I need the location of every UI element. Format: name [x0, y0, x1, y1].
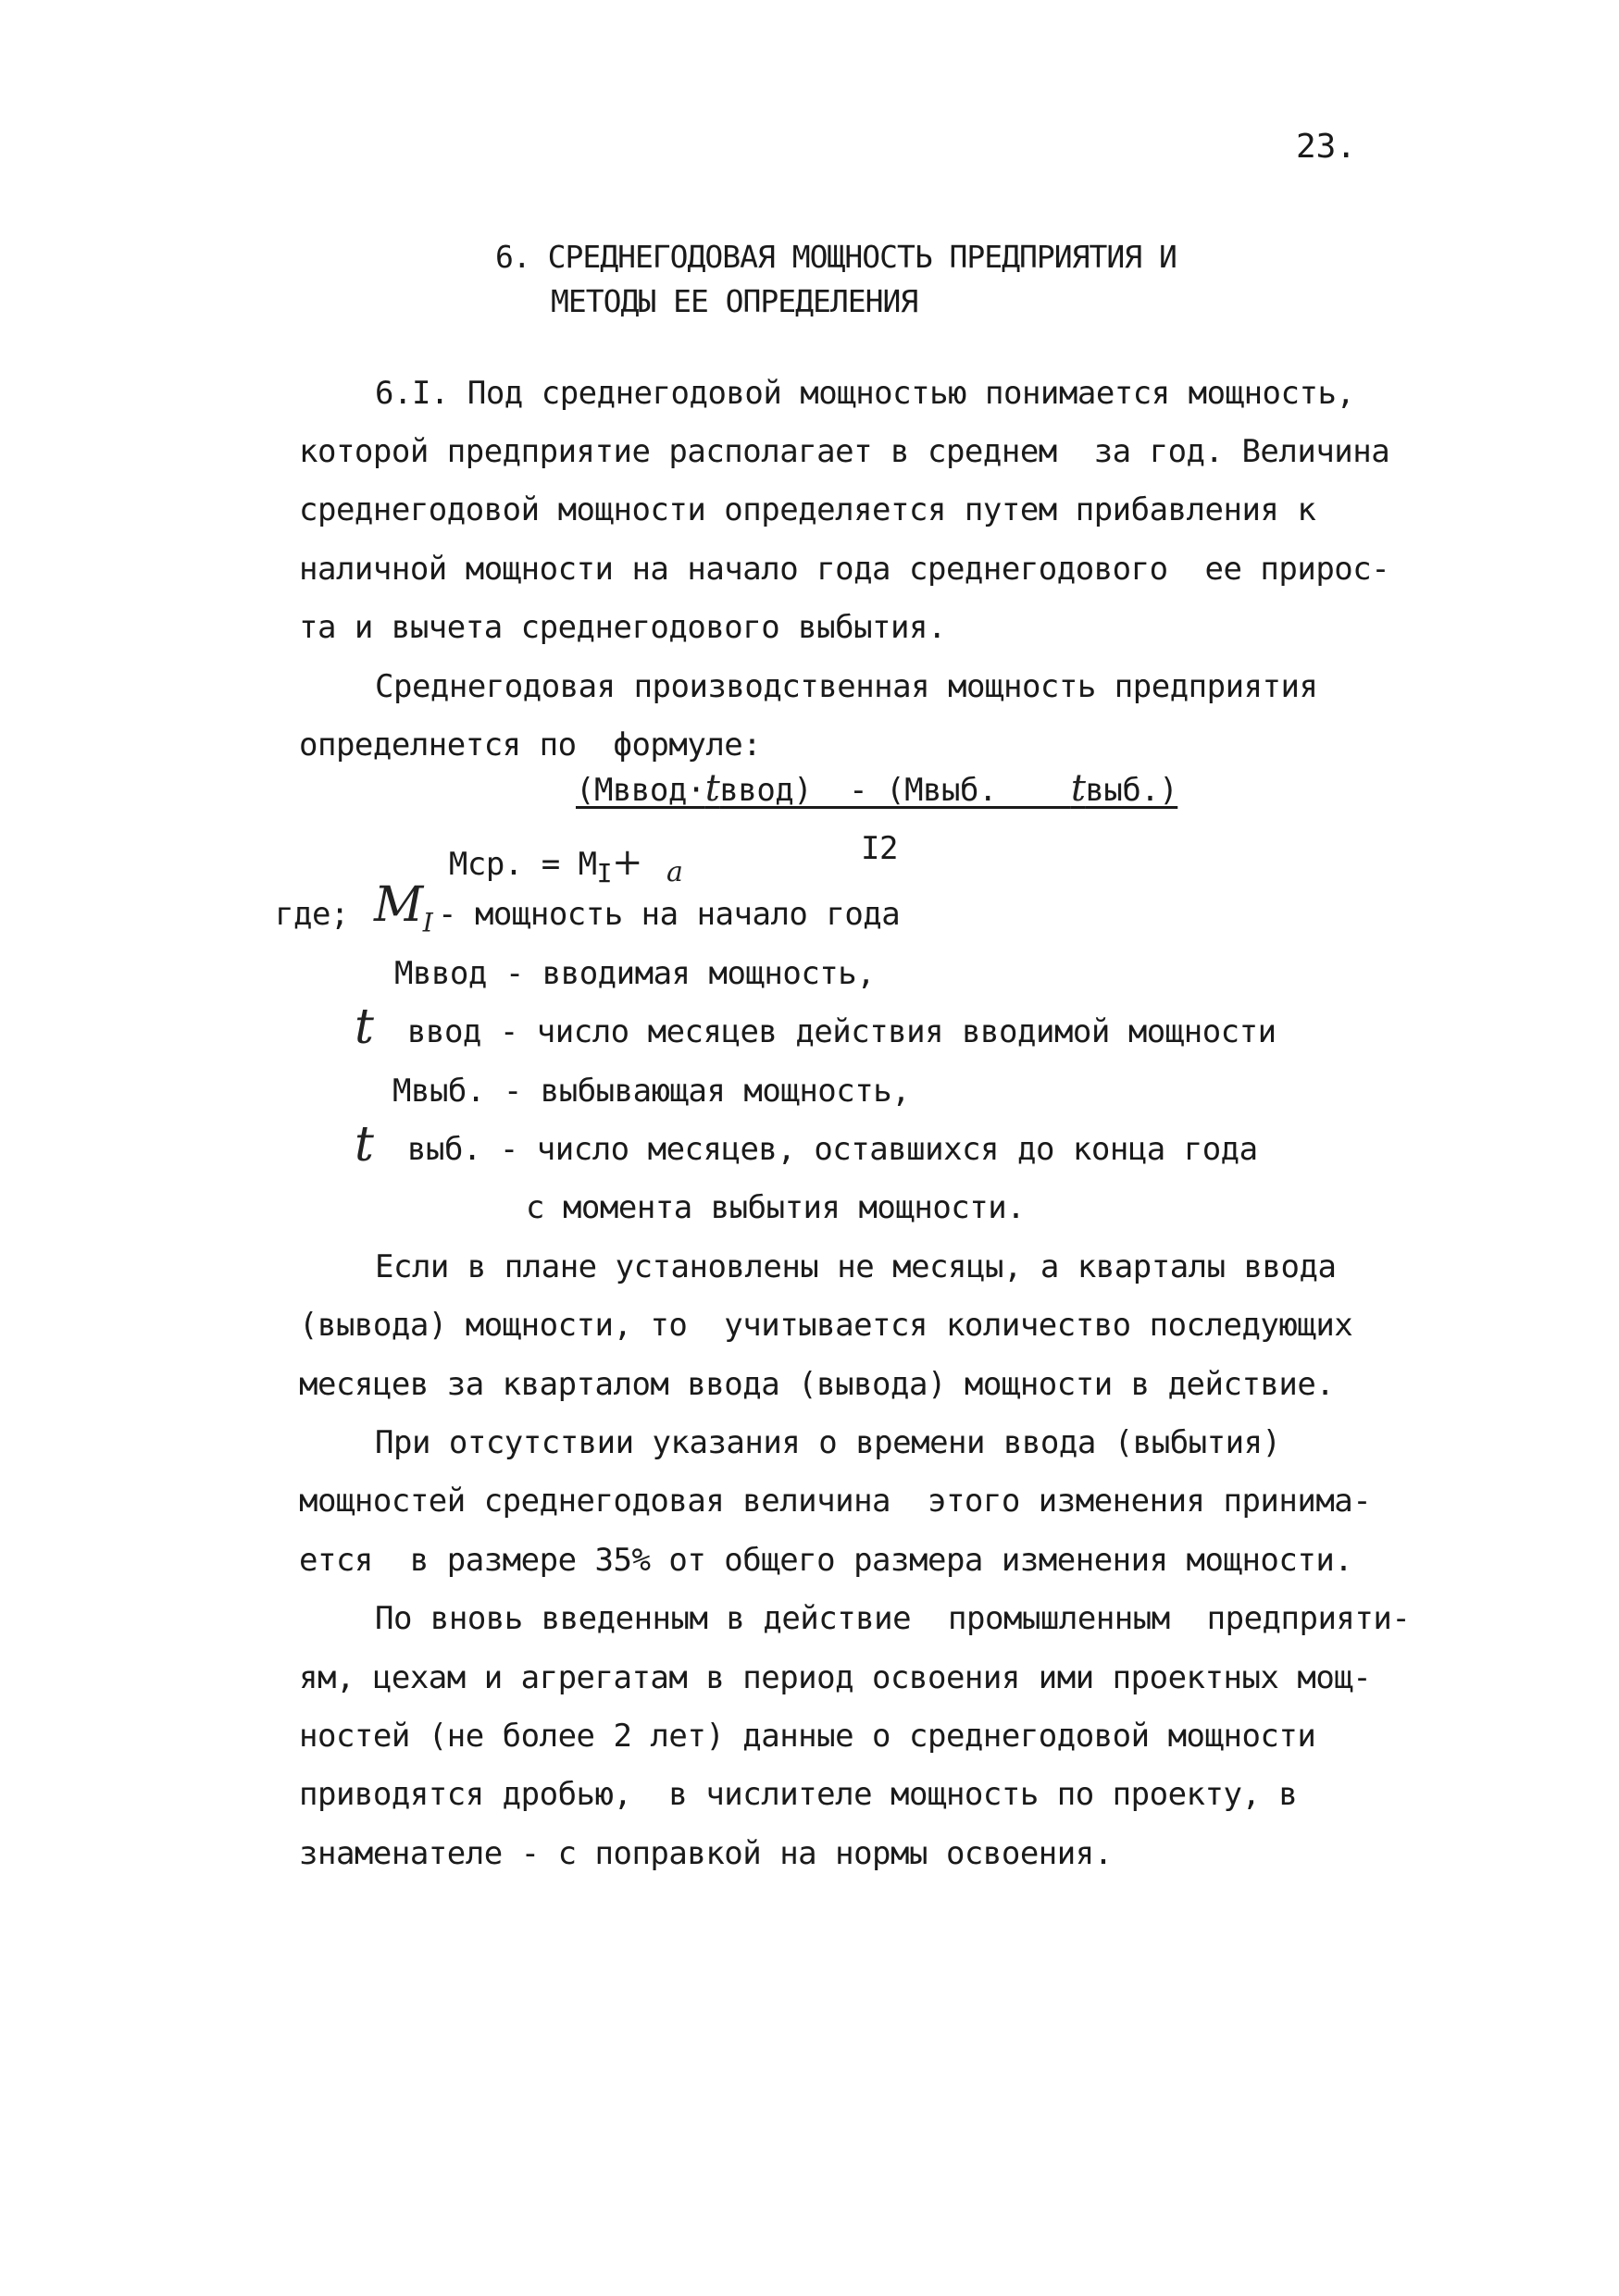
para1-line: среднегодовой мощности определяется путем прибавления к: [299, 491, 1316, 528]
para4-line: При отсутствии указания о времени ввода (выбытия): [375, 1424, 1281, 1461]
formula-numerator-c: выб.): [1085, 772, 1178, 809]
legend-tvyb-cont: с момента выбытия мощности.: [526, 1189, 1026, 1226]
t-symbol: t: [1070, 767, 1086, 810]
para5-line: знаменателе - с поправкой на нормы освоения.: [299, 1835, 1113, 1872]
legend-mvyb: Мвыб. - выбывающая мощность,: [392, 1073, 911, 1110]
formula-subscript: I: [596, 857, 613, 888]
para5-line: По вновь введенным в действие промышленным предприяти-: [375, 1600, 1411, 1637]
formula-plus: +: [612, 841, 643, 884]
para4-line: мощностей среднегодовая величина этого изменения принима-: [299, 1483, 1372, 1520]
para2-line: Среднегодовая производственная мощность предприятия: [375, 668, 1318, 705]
para3-line: месяцев за кварталом ввода (вывода) мощности в действие.: [299, 1366, 1335, 1403]
para1-line: 6.I. Под среднегодовой мощностью понимается мощность,: [375, 375, 1355, 412]
para2-line: определнется по формуле:: [299, 726, 762, 763]
formula-denominator: I2: [861, 830, 898, 867]
para1-line: та и вычета среднегодового выбытия.: [299, 609, 946, 646]
para4-line: ется в размере 35% от общего размера изменения мощности.: [299, 1542, 1353, 1579]
formula-numerator-b: ввод) - (Мвыб.: [719, 772, 1071, 809]
para3-line: (вывода) мощности, то учитывается количество последующих: [299, 1307, 1353, 1344]
m1-handwritten-note: а: [666, 856, 683, 888]
legend-m1: - мощность на начало года: [438, 896, 901, 933]
para5-line: приводятся дробью, в числителе мощность по проекту, в: [299, 1776, 1298, 1813]
formula-numerator-a: (Мввод·: [576, 772, 705, 809]
legend-mvvod: Мввод - вводимая мощность,: [394, 955, 876, 992]
para3-line: Если в плане установлены не месяцы, а кварталы ввода: [375, 1248, 1337, 1285]
para5-line: ностей (не более 2 лет) данные о среднегодовой мощности: [299, 1718, 1316, 1755]
para1-line: которой предприятие располагает в среднем за год. Величина: [299, 433, 1390, 470]
para5-line: ям, цехам и агрегатам в период освоения ими проектных мощ-: [299, 1659, 1372, 1696]
m1-symbol-letter: M: [374, 877, 423, 933]
legend-tvyb: выб. - число месяцев, оставшихся до конца года: [407, 1131, 1258, 1168]
t-symbol: t: [355, 1117, 374, 1173]
legend-where: где;: [275, 896, 349, 933]
legend-tvvod: ввод - число месяцев действия вводимой мощности: [407, 1013, 1277, 1050]
para1-line: наличной мощности на начало года среднегодового ее прирос-: [299, 551, 1390, 588]
t-symbol: t: [355, 999, 374, 1055]
section-heading-line1: 6. СРЕДНЕГОДОВАЯ МОЩНОСТЬ ПРЕДПРИЯТИЯ И: [495, 239, 1177, 275]
page-number: 23.: [1296, 128, 1357, 166]
t-symbol: t: [704, 767, 720, 810]
section-heading-line2: МЕТОДЫ ЕЕ ОПРЕДЕЛЕНИЯ: [551, 283, 918, 319]
m1-symbol: [374, 877, 432, 950]
formula-lhs-text: Мср. = М: [448, 846, 597, 883]
m1-symbol-sub: I: [422, 907, 433, 938]
formula-numerator: [576, 768, 1177, 811]
